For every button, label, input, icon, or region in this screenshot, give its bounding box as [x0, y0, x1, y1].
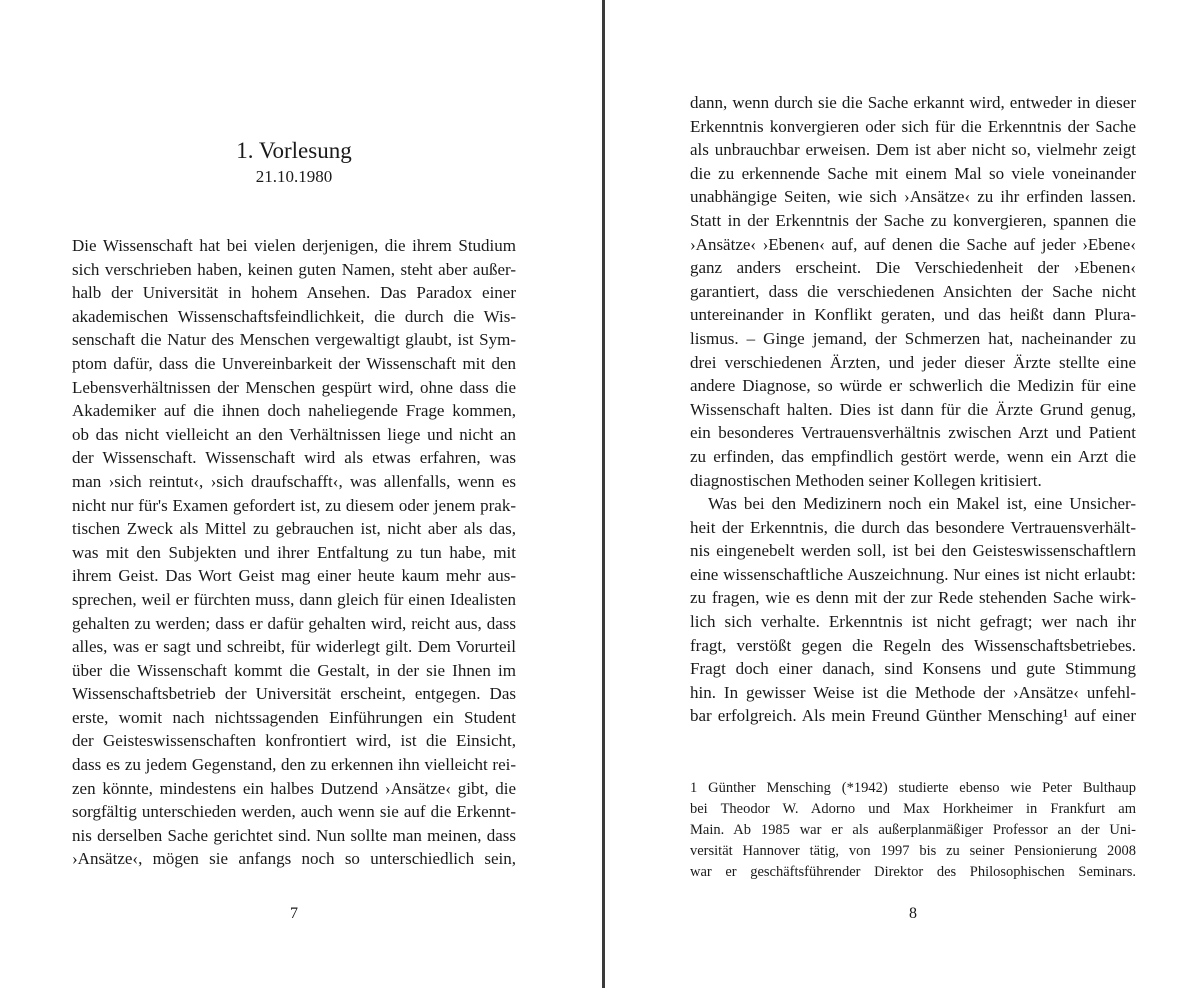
text-line: eine wissenschaftliche Auszeichnung. Nur eines ist nicht erlaubt:: [690, 564, 1136, 584]
text-line: was mit den Subjekten und ihrer Entfaltung zu tun habe, mit: [72, 542, 516, 562]
footnote-line: 1 Günther Mensching (*1942) studierte ebenso wie Peter Bulthaup: [690, 780, 1136, 796]
text-line: sprechen, weil er fürchten muss, dann gleich für einen Idealisten: [72, 589, 516, 609]
text-line: dann, wenn durch sie die Sache erkannt wird, entweder in dieser: [690, 93, 1136, 112]
text-line: Die Wissenschaft hat bei vielen derjenigen, die ihrem Studium: [72, 236, 516, 255]
text-line: der Wissenschaft. Wissenschaft wird als etwas erfahren, was: [72, 448, 516, 468]
text-line: über die Wissenschaft kommt die Gestalt, in der sie Ihnen im: [72, 660, 516, 680]
text-line: nis eingenebelt werden soll, ist bei den Geisteswissenschaftlern: [690, 541, 1136, 561]
footnote-line: bei Theodor W. Adorno und Max Horkheimer in Frankfurt am: [690, 801, 1136, 817]
text-line: dass es zu jedem Gegenstand, den zu erkennen ihn vielleicht rei-: [72, 755, 516, 775]
text-line: ›Ansätze‹, mögen sie anfangs noch so unterschiedlich sein,: [72, 849, 516, 869]
footnote-line: war er geschäftsführender Direktor des Philosophischen Seminars.: [690, 864, 1136, 880]
page-number: 7: [290, 905, 298, 922]
text-line: zu fragen, wie es denn mit der zur Rede stehenden Sache wirk-: [690, 588, 1136, 608]
text-line: Statt in der Erkenntnis der Sache zu konvergieren, spannen die: [690, 210, 1136, 230]
text-line: zen könnte, mindestens ein halbes Dutzend ›Ansätze‹ gibt, die: [72, 778, 516, 798]
text-line: lich sich verhalte. Erkenntnis ist nicht gefragt; wer nach ihr: [690, 612, 1136, 632]
text-line: ganz anders erscheint. Die Verschiedenheit der ›Ebenen‹: [690, 258, 1136, 278]
text-line: alles, was er sagt und schreibt, für widerlegt gilt. Dem Vorurteil: [72, 637, 516, 657]
text-line: heit der Erkenntnis, die durch das besondere Vertrauensverhält-: [690, 517, 1136, 537]
text-line: akademischen Wissenschaftsfeindlichkeit, die durch die Wis-: [72, 306, 516, 326]
text-line: ein besonderes Vertrauensverhältnis zwischen Arzt und Patient: [690, 423, 1136, 443]
text-line: zu erfinden, das empfindlich gestört werde, wenn ein Arzt die: [690, 446, 1136, 466]
chapter-title: 1. Vorlesung: [236, 138, 352, 163]
text-line: Lebensverhältnissen der Menschen gespürt wird, ohne dass die: [72, 377, 516, 397]
text-line: Fragt doch einer danach, sind Konsens und gute Stimmung: [690, 659, 1136, 679]
text-line: ihrem Geist. Das Wort Geist mag einer heute kaum mehr aus-: [72, 566, 516, 586]
right-page: [605, 0, 1203, 988]
text-line: Akademiker auf die ihnen doch naheliegende Frage kommen,: [72, 401, 516, 421]
footnote-line: Main. Ab 1985 war er als außerplanmäßiger Professor an der Uni-: [690, 822, 1136, 838]
text-line: ›Ansätze‹ ›Ebenen‹ auf, auf denen die Sache auf jeder ›Ebene‹: [690, 234, 1136, 254]
text-line: diagnostischen Methoden seiner Kollegen kritisiert.: [690, 470, 1042, 490]
text-line: sorgfältig unterschieden werden, auch wenn sie auf die Erkennt-: [72, 802, 516, 822]
footnote-line: versität Hannover tätig, von 1997 bis zu seiner Pensionierung 2008: [690, 843, 1136, 859]
text-line: gehalten zu werden; dass er dafür gehalten wird, reicht aus, dass: [72, 613, 516, 633]
text-line: nis derselben Sache gerichtet sind. Nun sollte man meinen, dass: [72, 825, 516, 845]
text-line: erste, womit nach nichtssagenden Einführungen ein Student: [72, 707, 516, 727]
text-line: nicht nur für's Examen gefordert ist, zu diesem oder jenem prak-: [72, 495, 516, 515]
right-body-text: [690, 91, 1136, 728]
text-line: sich verschrieben haben, keinen guten Namen, steht aber außer-: [72, 259, 516, 279]
text-line: als unbrauchbar erweisen. Dem ist aber nicht so, vielmehr zeigt: [690, 140, 1136, 160]
text-line: senschaft die Natur des Menschen vergewaltigt glaubt, ist Sym-: [72, 330, 516, 350]
text-line: Erkenntnis konvergieren oder sich für die Erkenntnis der Sache: [690, 116, 1136, 136]
text-line: drei verschiedenen Ärzten, und jeder dieser Ärzte stellte eine: [690, 352, 1136, 372]
text-line: ob das nicht vielleicht an den Verhältnissen liege und nicht an: [72, 424, 516, 444]
text-line: die zu erkennende Sache mit einem Mal so viele voneinander: [690, 163, 1136, 183]
text-line: Wissenschaft halten. Dies ist dann für die Ärzte Grund genug,: [690, 399, 1136, 419]
text-line: halb der Universität in hohem Ansehen. Das Paradox einer: [72, 283, 516, 303]
text-line: untereinander in Konflikt geraten, und das heißt dann Plura-: [690, 305, 1136, 325]
text-line: andere Diagnose, so würde er schwerlich die Medizin für eine: [690, 376, 1136, 396]
text-line: ptom dafür, dass die Unvereinbarkeit der Wissenschaft mit den: [72, 353, 516, 373]
text-line: Wissenschaftsbetrieb der Universität erscheint, entgegen. Das: [72, 684, 516, 704]
text-line: unabhängige Seiten, wie sich ›Ansätze‹ zu ihr erfinden lassen.: [690, 187, 1136, 207]
text-line: bar erfolgreich. Als mein Freund Günther Mensching¹ auf einer: [690, 706, 1136, 726]
text-line: tischen Zweck als Mittel zu gebrauchen ist, nicht aber als das,: [72, 519, 516, 539]
text-line: lismus. – Ginge jemand, der Schmerzen hat, nacheinander zu: [690, 328, 1136, 348]
text-line: garantiert, dass die verschiedenen Ansichten der Sache nicht: [690, 281, 1136, 301]
text-line: man ›sich reintut‹, ›sich draufschafft‹, was allenfalls, wenn es: [72, 471, 516, 491]
text-line: der Geisteswissenschaften konfrontiert wird, ist die Einsicht,: [72, 731, 516, 751]
page-number: 8: [909, 905, 917, 922]
left-body-text: [72, 234, 516, 871]
chapter-date: 21.10.1980: [255, 167, 333, 186]
text-line: fragt, verstößt gegen die Regeln des Wissenschaftsbetriebes.: [690, 635, 1136, 655]
text-line: hin. In gewisser Weise ist die Methode der ›Ansätze‹ unfehl-: [690, 682, 1136, 702]
footnote: [690, 778, 1136, 883]
text-line: Was bei den Medizinern noch ein Makel ist, eine Unsicher-: [708, 494, 1136, 514]
